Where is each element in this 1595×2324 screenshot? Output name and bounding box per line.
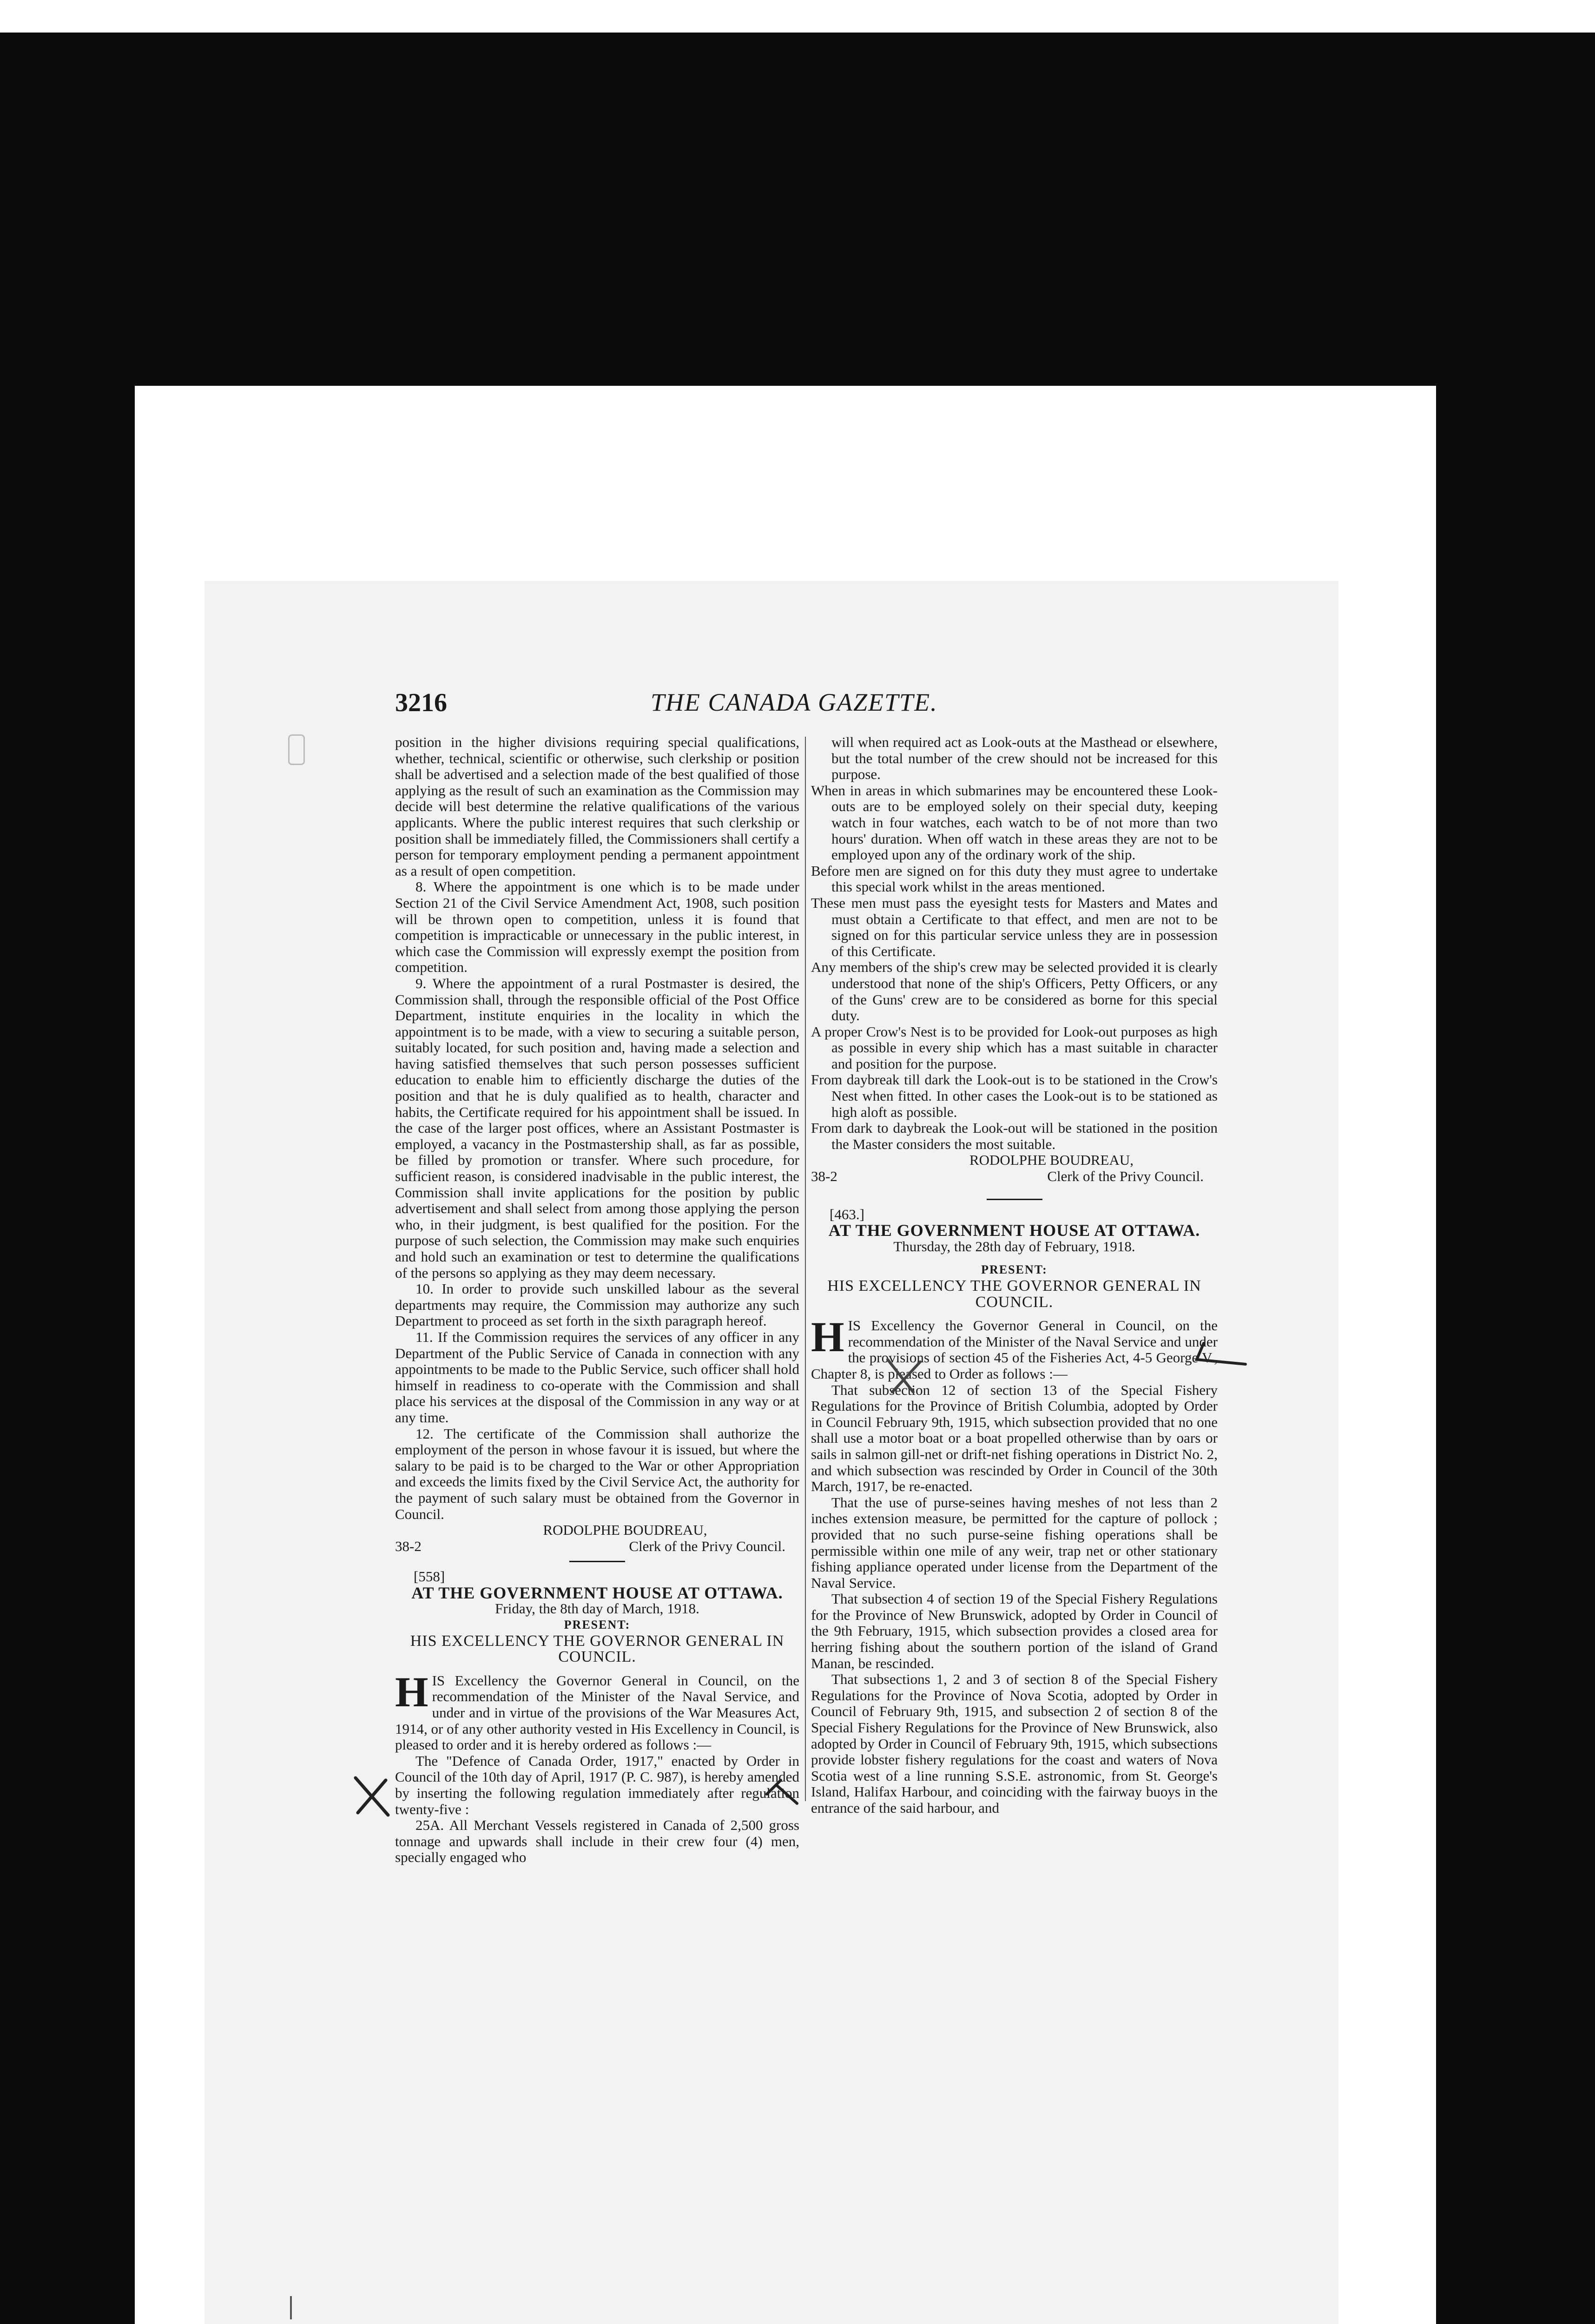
signature-title: Clerk of the Privy Council. [1047, 1168, 1204, 1185]
drop-cap: H [811, 1313, 844, 1361]
signature-ref: 38-2 [395, 1538, 422, 1554]
signature-ref: 38-2 [811, 1168, 837, 1185]
paragraph: 12. The certificate of the Commission shall authorize the employment of the person in whose favour it is issued, but where the salary to be paid is to be charged to the War or other Appropriation and exceeds the limits fixed by the Civil Service Act, the authority for the payment of such salary must be obtained from the Governor in Council. [395, 1425, 799, 1522]
paragraph: The "Defence of Canada Order, 1917," enacted by Order in Council of the 10th day of April, 1917 (P. C. 987), is hereby amended by inserting the following regulation immediately after regulation twenty-five : [395, 1752, 799, 1817]
paragraph: 9. Where the appointment of a rural Postmaster is desired, the Commission shall, through the responsible official of the Post Office Department, institute enquiries in the locality in which the appointment is to be made, with a view to securing a suitable person, suitably located, for such position and, having made a selection and having satisfied themselves that such person possesses sufficient education to enable him to efficiently discharge the duties of the position and that he is duly qualified as to health, character and habits, the Certificate required for his appointment shall be issued. In the case of the larger post offices, where an Assistant Postmaster is employed, a vacancy in the Postmastership shall, as far as possible, be filled by promotion or transfer. Where such procedure, for sufficient reason, is considered inadvisable in the public interest, the Commission shall invite applications for the position by public advertisement and shall select from among those applying the person who, in their judgment, is best qualified for the position. For the purpose of such selection, the Commission may make such enquiries and hold such an examination or test to determine the qualifications of the persons so applying as they may deem necessary. [395, 975, 799, 1281]
present-label: PRESENT: [981, 1263, 1048, 1277]
signature-line [395, 1538, 799, 1555]
order-paragraph [811, 1313, 1218, 1382]
pencil-mark-left-margin [288, 734, 305, 765]
paragraph: position in the higher divisions requiring special qualifications, whether, technical, scientific or otherwise, such clerkship or position shall be advertised and a selection made of the best qualified of those applying as the result of such an examination as the Commission may decide will best determine the relative qualifications of the various applicants. Where the public interest requires that such clerkship or position shall be immediately filled, the Commissioners shall certify a person for temporary employment pending a permanent appointment as a result of open competition. [395, 734, 799, 879]
present-label: PRESENT: [564, 1618, 631, 1632]
order-heading: AT THE GOVERNMENT HOUSE AT OTTAWA. [411, 1583, 783, 1602]
present-title: HIS EXCELLENCY THE GOVERNOR GENERAL IN COUNCIL. [827, 1277, 1201, 1311]
present-title: HIS EXCELLENCY THE GOVERNOR GENERAL IN COUNCIL. [410, 1632, 784, 1666]
order-number: [558] [414, 1568, 445, 1585]
page-number: 3216 [395, 688, 447, 717]
paragraph: From daybreak till dark the Look-out is to be stationed in the Crow's Nest when fitted. In other cases the Look-out is to be stationed as high aloft as possible. [811, 1071, 1218, 1120]
paragraph: 8. Where the appointment is one which is to be made under Section 21 of the Civil Service Amendment Act, 1908, such position will be thrown open to competition, unless it is found that competition is impracticable or unnecessary in the public interest, in which case the Commission will expressly exempt the position from competition. [395, 878, 799, 976]
film-top-margin [0, 0, 1595, 33]
order-text: IS Excellency the Governor General in Council, on the recommendation of the Minister of the Naval Service and under the provisions of section 45 of the Fisheries Act, 4-5 George V., Chapter 8, is pleased to Order as follows :— [811, 1317, 1218, 1382]
paragraph: 11. If the Commission requires the services of any officer in any Department of the Public Service of Canada in connection with any appointments to be made to the Public Service, such officer shall hold himself in readiness to co-operate with the Commission and shall place his services at the disposal of the Commission in any way or at any time. [395, 1328, 799, 1426]
paragraph: These men must pass the eyesight tests for Masters and Mates and must obtain a Certificate to that effect, and men are not to be signed on for this particular service unless they are in possession of this Certificate. [811, 894, 1218, 959]
left-column [395, 734, 799, 1866]
pencil-mark-bottom [290, 2296, 292, 2319]
signature-line [811, 1169, 1218, 1185]
page-header [395, 688, 1204, 720]
handwritten-check-mark-right [1190, 1339, 1250, 1376]
section-divider [569, 1561, 625, 1562]
order-heading: AT THE GOVERNMENT HOUSE AT OTTAWA. [828, 1221, 1200, 1240]
drop-cap: H [395, 1668, 428, 1716]
column-divider [805, 737, 806, 1801]
signature-title: Clerk of the Privy Council. [629, 1538, 785, 1554]
handwritten-check-mark-left [762, 1771, 804, 1808]
section-divider [987, 1199, 1042, 1200]
paragraph: 10. In order to provide such unskilled labour as the several departments may require, the Commission may authorize any such Department to proceed as set forth in the sixth paragraph hereof. [395, 1281, 799, 1329]
paragraph: That subsection 12 of section 13 of the Special Fishery Regulations for the Province of British Columbia, adopted by Order in Council February 9th, 1915, which subsection provided that no one shall use a motor boat or a boat propelled otherwise than by oars or sails in salmon gill-net or drift-net fishing operations in District No. 2, and which subsection was rescinded by Order in Council of the 30th March, 1917, be re-enacted. [811, 1381, 1218, 1495]
paragraph: 25A. All Merchant Vessels registered in Canada of 2,500 gross tonnage and upwards shall include in their crew four (4) men, specially engaged who [395, 1817, 799, 1866]
order-text: IS Excellency the Governor General in Council, on the recommendation of the Minister of the Naval Service, and under and in virtue of the provisions of the War Measures Act, 1914, or of any other authority vested in His Excellency in Council, is pleased to order and it is hereby ordered as follows :— [395, 1672, 799, 1753]
publication-title: THE CANADA GAZETTE. [651, 688, 938, 716]
handwritten-x-mark-right [881, 1355, 927, 1397]
paragraph: Any members of the ship's crew may be selected provided it is clearly understood that none of the ship's Officers, Petty Officers, or any of the Guns' crew are to be considered as borne for this special duty. [811, 959, 1218, 1024]
paragraph: When in areas in which submarines may be encountered these Look-outs are to be employed solely on their special duty, keeping watch in four watches, each watch to be of not more than two hours' duration. When off watch in these areas they are not to be employed upon any of the ordinary work of the ship. [811, 782, 1218, 863]
paragraph: That the use of purse-seines having meshes of not less than 2 inches extension measure, be permitted for the capture of pollock ; provided that no such purse-seine fishing operations shall be permissible within one mile of any weir, trap net or other stationary fishing appliance operated under license from the Department of the Naval Service. [811, 1494, 1218, 1591]
order-number: [463.] [830, 1206, 864, 1222]
paragraph: will when required act as Look-outs at the Masthead or elsewhere, but the total number of the crew should not be increased for this purpose. [831, 734, 1218, 783]
order-date: Thursday, the 28th day of February, 1918. [893, 1238, 1135, 1254]
right-column [811, 734, 1218, 1816]
order-paragraph [395, 1668, 799, 1753]
paragraph: Before men are signed on for this duty they must agree to undertake this special work whilst in the areas mentioned. [811, 862, 1218, 895]
order-date: Friday, the 8th day of March, 1918. [495, 1600, 699, 1617]
signature-name: RODOLPHE BOUDREAU, [969, 1152, 1134, 1169]
handwritten-x-mark-left [349, 1773, 395, 1820]
paragraph: A proper Crow's Nest is to be provided for Look-out purposes as high as possible in every ship which has a mast suitable in character and position for the purpose. [811, 1023, 1218, 1072]
paragraph: That subsection 4 of section 19 of the Special Fishery Regulations for the Province of New Brunswick, adopted by Order in Council of the 9th February, 1915, which subsection provides a closed area for herring fishing about the southern portion of the island of Grand Manan, be rescinded. [811, 1591, 1218, 1671]
paragraph: That subsections 1, 2 and 3 of section 8 of the Special Fishery Regulations for the Province of Nova Scotia, adopted by Order in Council of February 9th, 1915, and subsection 2 of section 8 of the Special Fishery Regulations for the Province of New Brunswick, also adopted by Order in Council of February 9th, 1915, which subsections provide lobster fishery regulations for the coast and waters of Nova Scotia west of a line running S.S.E. astronomic, from St. George's Island, Halifax Harbour, and coinciding with the fairway buoys in the entrance of the said harbour, and [811, 1671, 1218, 1816]
signature-name: RODOLPHE BOUDREAU, [543, 1522, 707, 1538]
paragraph: From dark to daybreak the Look-out will be stationed in the position the Master considers the most suitable. [811, 1120, 1218, 1152]
